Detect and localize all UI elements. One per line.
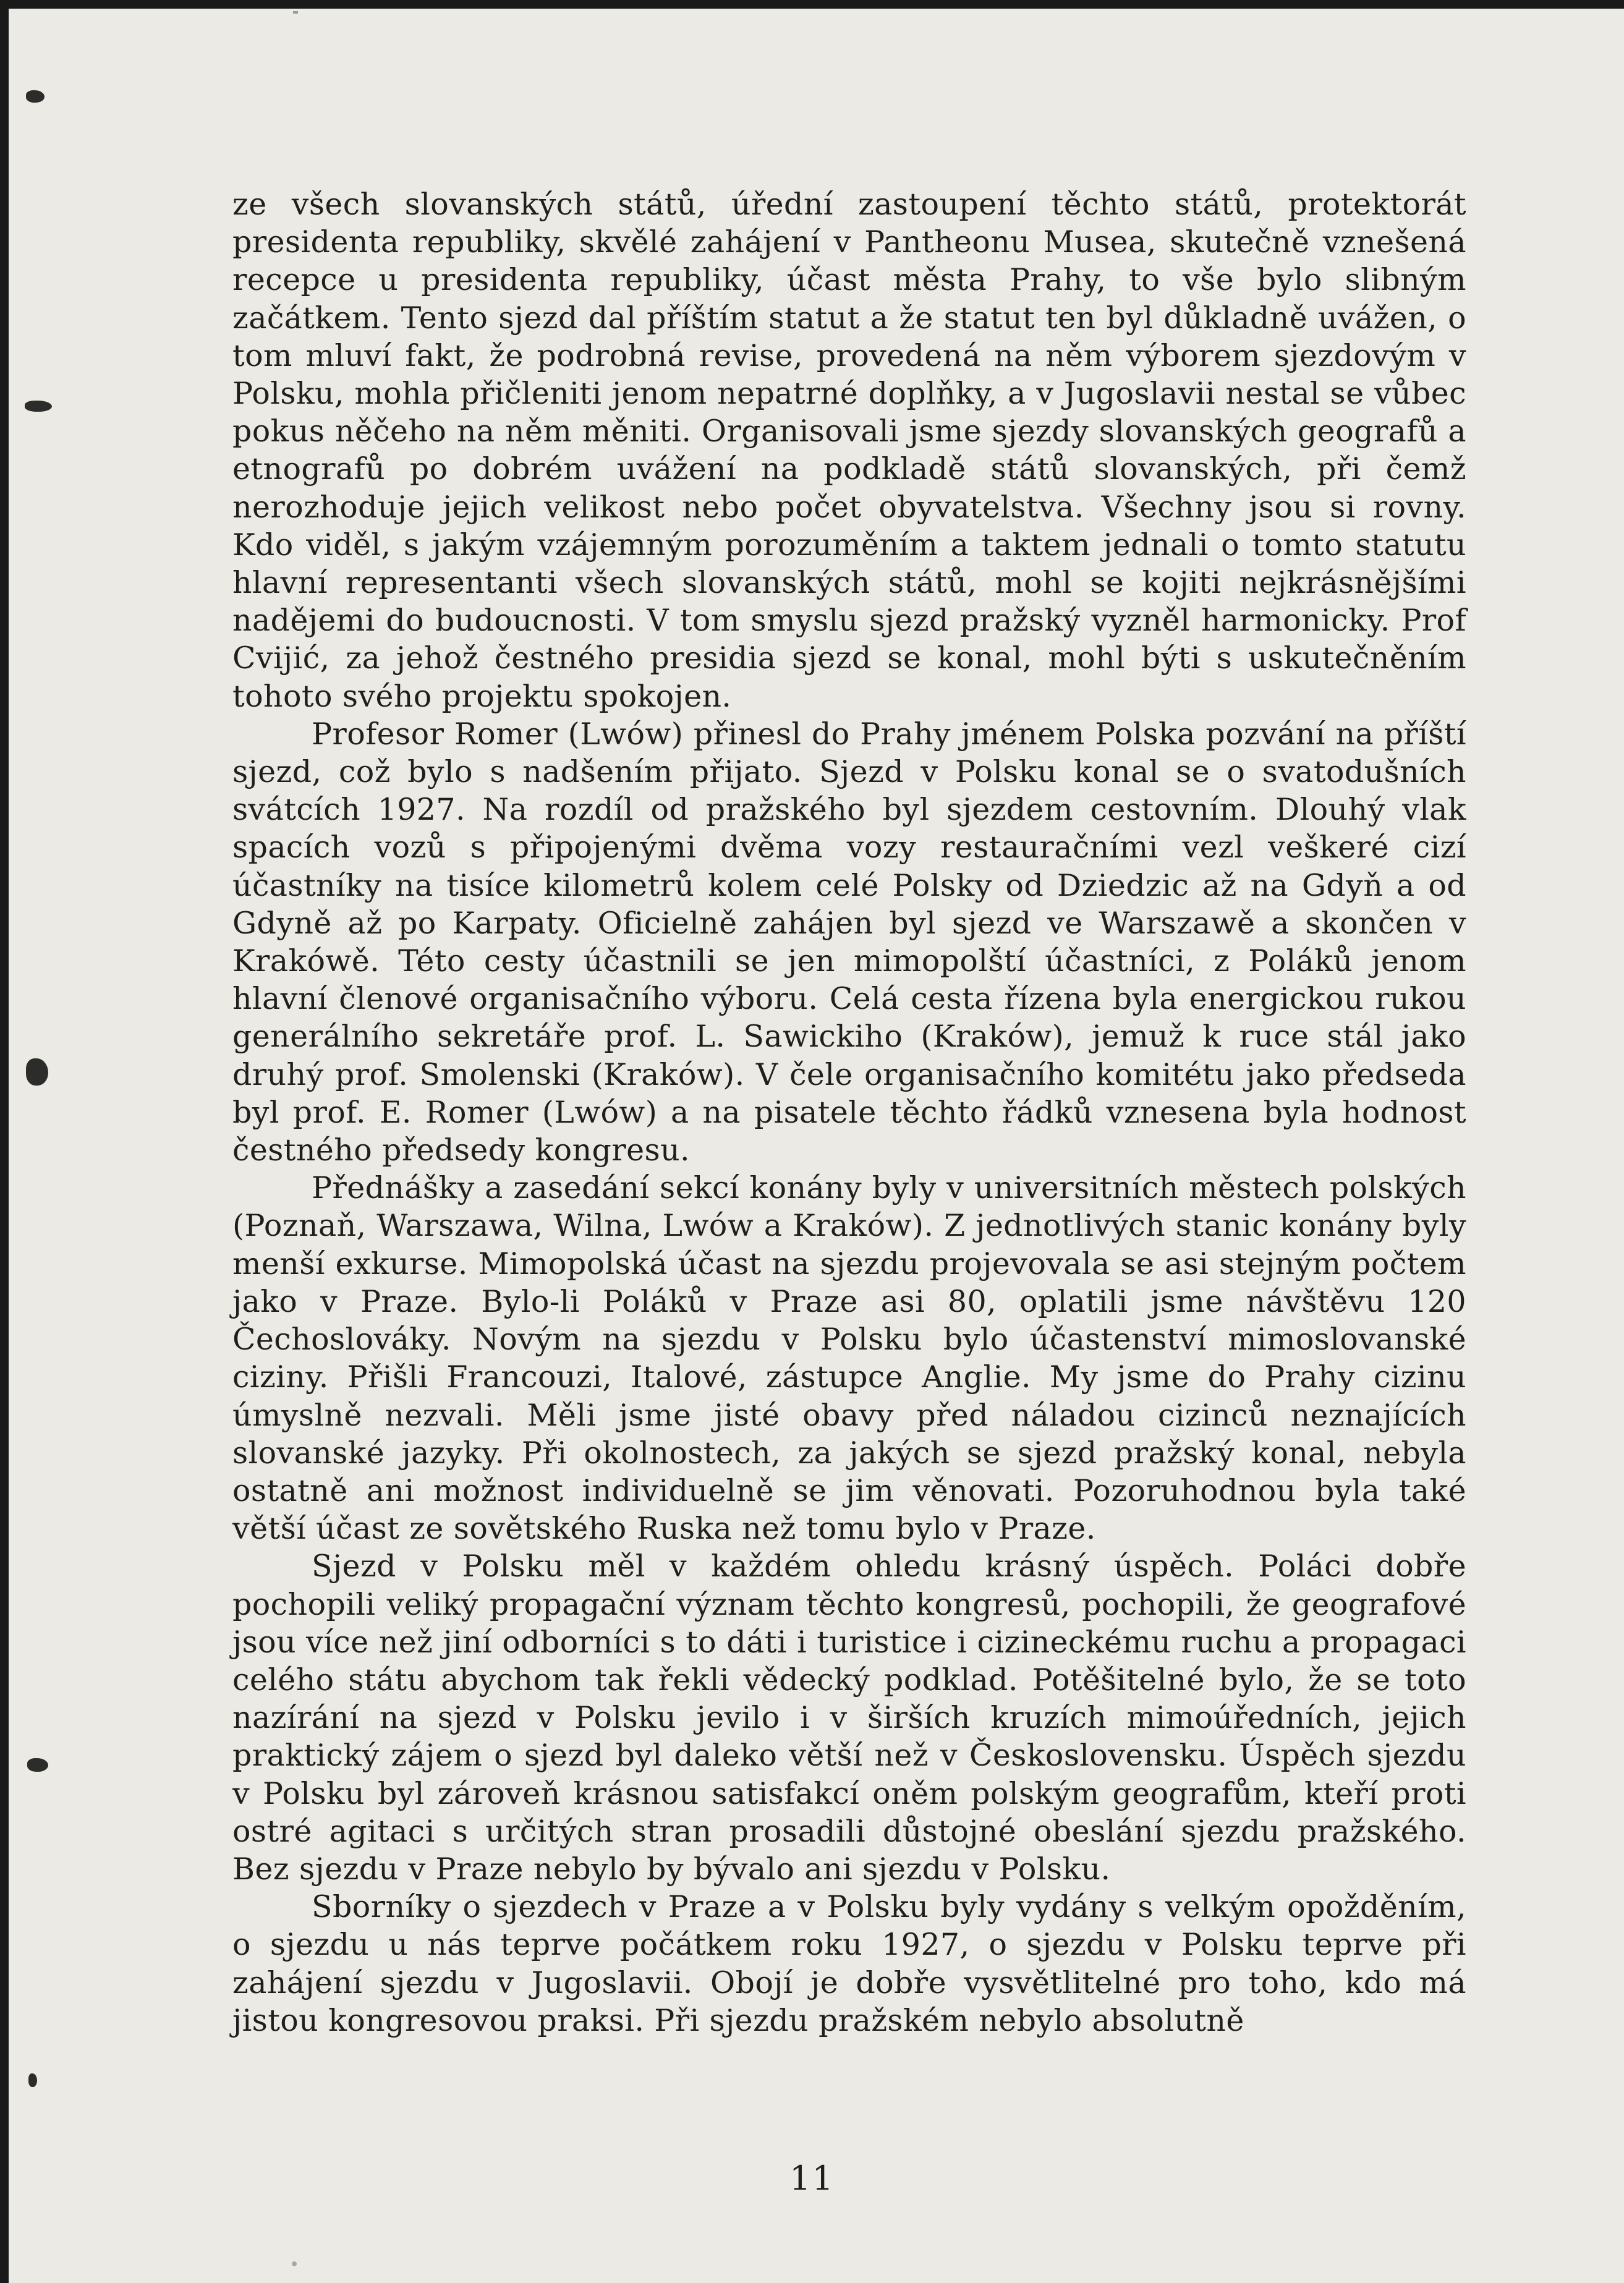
binding-hole-mark bbox=[27, 1758, 48, 1772]
scan-artifact bbox=[292, 2261, 297, 2266]
binding-hole-mark bbox=[28, 2073, 37, 2087]
top-edge bbox=[0, 0, 1624, 9]
page-number: 11 bbox=[789, 2159, 835, 2198]
scan-artifact bbox=[293, 11, 298, 14]
binding-hole-mark bbox=[25, 401, 52, 412]
binding-hole-mark bbox=[26, 1058, 48, 1086]
binding-edge bbox=[0, 0, 9, 2283]
body-text bbox=[232, 185, 1466, 2039]
paragraph: ze všech slovanských států, úřední zastoupení těchto států, protektorát presidenta republiky, skvělé zahájení v Pantheonu Musea, skutečně vznešená recepce u presidenta republiky, účast města Prahy, to vše bylo slibným začátkem. Tento sjezd dal příštím statut a že statut ten byl důkladně uvážen, o tom mluví fakt, že podrobná revise, provedená na něm výborem sjezdovým v Polsku, mohla přičleniti jenom nepatrné doplňky, a v Jugoslavii nestal se vůbec pokus něčeho na něm měniti. Organisovali jsme sjezdy slovanských geografů a etnografů po dobrém uvážení na podkladě států slovanských, při čemž nerozhoduje jejich velikost nebo počet obyvatelstva. Všechny jsou si rovny. Kdo viděl, s jakým vzájemným porozuměním a taktem jednali o tomto statutu hlavní representanti všech slovanských států, mohl se kojiti nejkrásnějšími nadějemi do budoucnosti. V tom smyslu sjezd pražský vyzněl harmonicky. Prof Cvijić, za jehož čestného presidia sjezd se konal, mohl býti s uskutečněním tohoto svého projektu spokojen. bbox=[232, 187, 1466, 714]
binding-hole-mark bbox=[26, 90, 45, 103]
paragraph: Přednášky a zasedání sekcí konány byly v universitních městech polských (Poznaň, Warszawa, Wilna, Lwów a Kraków). Z jednotlivých stanic konány byly menší exkurse. Mimopolská účast na sjezdu projevovala se asi stejným počtem jako v Praze. Bylo-li Poláků v Praze asi 80, oplatili jsme návštěvu 120 Čechoslováky. Novým na sjezdu v Polsku bylo účastenství mimoslovanské ciziny. Přišli Francouzi, Italové, zástupce Anglie. My jsme do Prahy cizinu úmyslně nezvali. Měli jsme jisté obavy před náladou cizinců neznajících slovanské jazyky. Při okolnostech, za jakých se sjezd pražský konal, nebyla ostatně ani možnost individuelně se jim věnovati. Pozoruhodnou byla také větší účast ze sovětského Ruska než tomu bylo v Praze. bbox=[232, 1170, 1466, 1547]
paragraph: Sjezd v Polsku měl v každém ohledu krásný úspěch. Poláci dobře pochopili veliký propagační význam těchto kongresů, pochopili, že geografové jsou více než jiní odborníci s to dáti i turistice i cizineckému ruchu a propagaci celého státu abychom tak řekli vědecký podklad. Potěšitelné bylo, že se toto nazírání na sjezd v Polsku jevilo i v širších kruzích mimoúředních, jejich praktický zájem o sjezd byl daleko větší než v Československu. Úspěch sjezdu v Polsku byl zároveň krásnou satisfakcí oněm polským geografům, kteří proti ostré agitaci s určitých stran prosadili důstojné obeslání sjezdu pražského. Bez sjezdu v Praze nebylo by bývalo ani sjezdu v Polsku. bbox=[232, 1549, 1466, 1887]
paragraph: Profesor Romer (Lwów) přinesl do Prahy jménem Polska pozvání na příští sjezd, což bylo s nadšením přijato. Sjezd v Polsku konal se o svatodušních svátcích 1927. Na rozdíl od pražského byl sjezdem cestovním. Dlouhý vlak spacích vozů s připojenými dvěma vozy restauračními vezl veškeré cizí účastníky na tisíce kilometrů kolem celé Polsky od Dziedzic až na Gdyň a od Gdyně až po Karpaty. Oficielně zahájen byl sjezd ve Warszawě a skončen v Krakówě. Této cesty účastnili se jen mimopolští účastníci, z Poláků jenom hlavní členové organisačního výboru. Celá cesta řízena byla energickou rukou generálního sekretáře prof. L. Sawickiho (Kraków), jemuž k ruce stál jako druhý prof. Smolenski (Kraków). V čele organisačního komitétu jako předseda byl prof. E. Romer (Lwów) a na pisatele těchto řádků vznesena byla hodnost čestného předsedy kongresu. bbox=[232, 716, 1466, 1168]
paragraph: Sborníky o sjezdech v Praze a v Polsku byly vydány s velkým opožděním, o sjezdu u nás teprve počátkem roku 1927, o sjezdu v Polsku teprve při zahájení sjezdu v Jugoslavii. Obojí je dobře vysvětlitelné pro toho, kdo má jistou kongresovou praksi. Při sjezdu pražském nebylo absolutně bbox=[232, 1889, 1466, 2038]
